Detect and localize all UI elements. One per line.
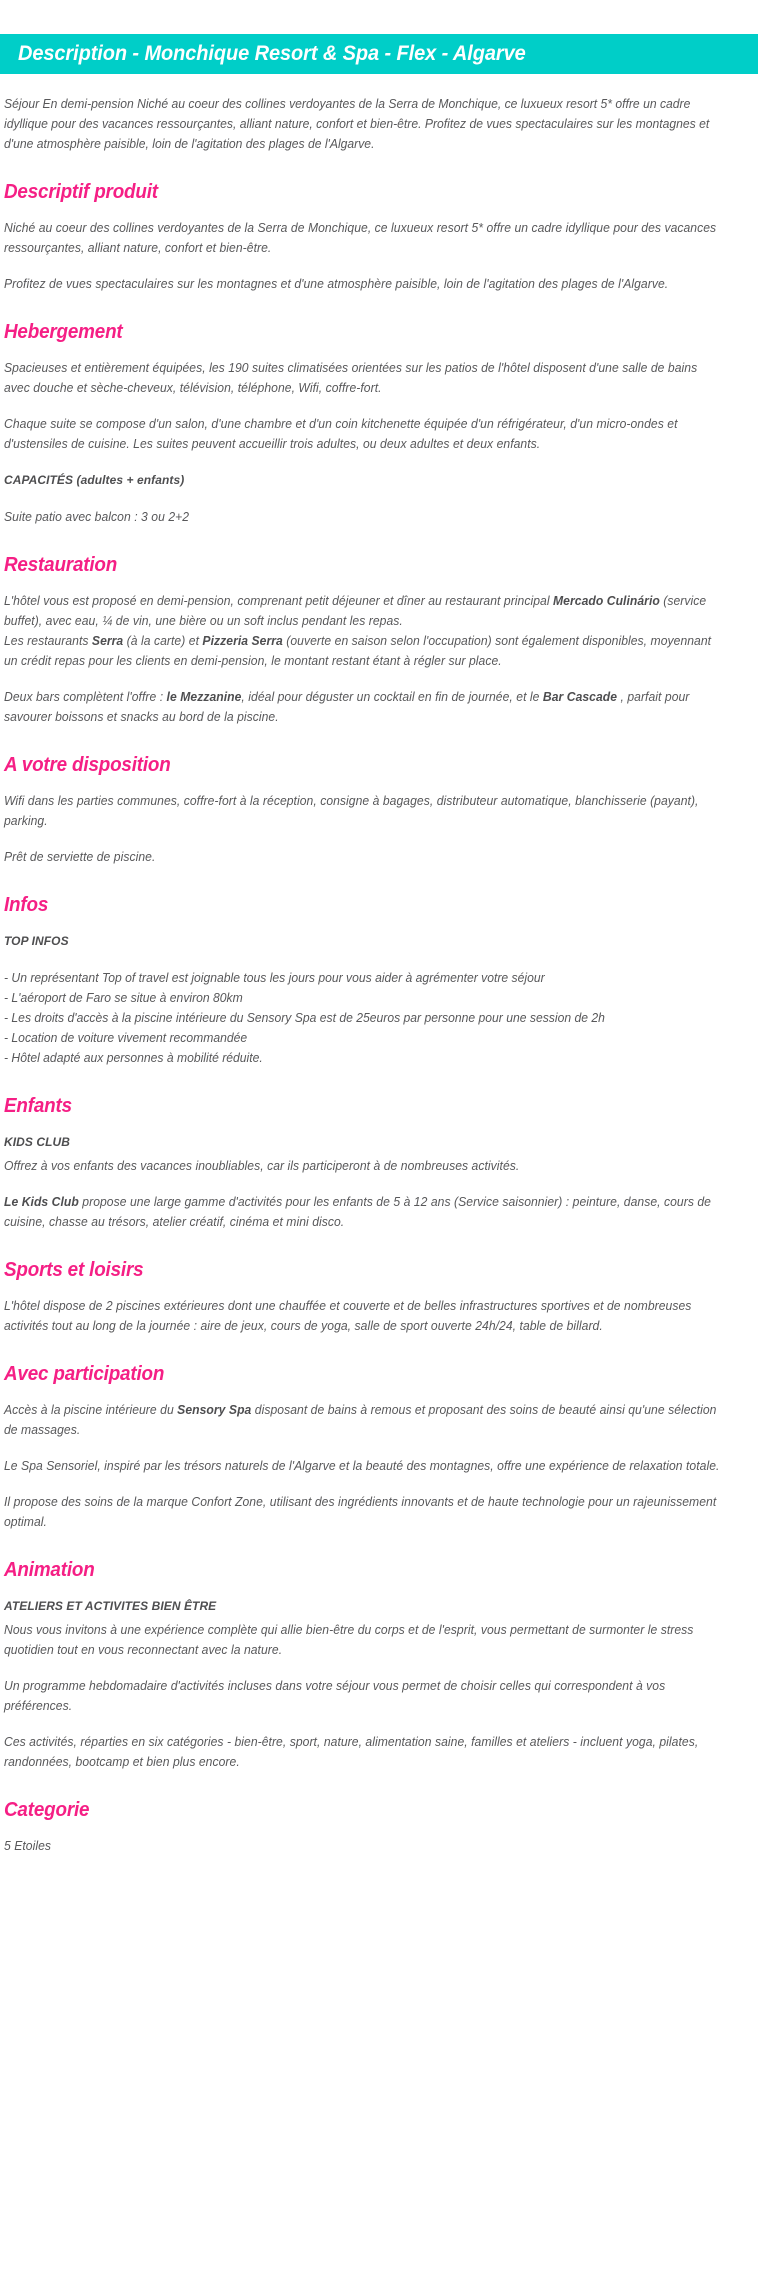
list-item: - Hôtel adapté aux personnes à mobilité réduite. — [4, 1051, 263, 1065]
disposition-paragraph-1: Wifi dans les parties communes, coffre-fort à la réception, consigne à bagages, distributeur automatique, blanchisserie (payant), parking. — [4, 794, 699, 828]
participation-p1-text-a: Accès à la piscine intérieure du — [4, 1403, 178, 1417]
section-header-categorie — [4, 1798, 750, 1822]
section-header-enfants — [4, 1094, 750, 1118]
descriptif-paragraph-2: Profitez de vues spectaculaires sur les montagnes et d'une atmosphère paisible, loin de l'agitation des plages de l'Algarve. — [4, 277, 669, 291]
kids-club-name: Le Kids Club — [4, 1195, 79, 1209]
section-title-enfants: Enfants — [4, 1094, 72, 1117]
section-header-participation — [4, 1362, 750, 1386]
descriptif-paragraph-1: Niché au coeur des collines verdoyantes de la Serra de Monchique, ce luxueux resort 5* offre un cadre idyllique pour des vacances ressourçantes, alliant nature, confort et bien-être. — [4, 221, 717, 255]
participation-paragraph-1 — [4, 1400, 724, 1440]
section-title-infos: Infos — [4, 893, 49, 916]
section-title-sports: Sports et loisirs — [4, 1258, 144, 1281]
page-title: Description - Monchique Resort & Spa - Flex - Algarve — [18, 41, 526, 65]
restauration-p2-text-e: (ouverte en saison selon l'occupation) sont également disponibles, moyennant un crédit repas pour les clients en demi-pension, le montant restant étant à régler sur place. — [4, 634, 712, 668]
restauration-p3-text-e: , parfait pour savourer boissons et snacks au bord de la piscine. — [4, 690, 690, 724]
participation-p1-text-c: disposant de bains à remous et proposant des soins de beauté ainsi qu'une sélection de massages. — [4, 1403, 717, 1437]
hebergement-paragraph-2: Chaque suite se compose d'un salon, d'une chambre et d'un coin kitchenette équipée d'un réfrigérateur, d'un micro-ondes et d'ustensiles de cuisine. Les suites peuvent accueillir trois adultes, ou deux adultes et deux enfants. — [4, 417, 678, 451]
top-spacer — [0, 0, 758, 34]
list-item: - Location de voiture vivement recommandée — [4, 1031, 248, 1045]
sensory-spa-name: Sensory Spa — [177, 1403, 252, 1417]
section-title-participation: Avec participation — [4, 1362, 165, 1385]
sports-paragraph-1: L'hôtel dispose de 2 piscines extérieures dont une chauffée et couverte et de belles infrastructures sportives et de nombreuses activités tout au long de la journée : aire de jeux, cours de yoga, salle de sport ouverte 24h/24, table de billard. — [4, 1299, 692, 1333]
section-header-descriptif — [4, 180, 750, 204]
bar-mezzanine: le Mezzanine — [166, 690, 242, 704]
restauration-p3-text-c: , idéal pour déguster un cocktail en fin de journée, et le — [241, 690, 543, 704]
section-title-descriptif: Descriptif produit — [4, 180, 158, 203]
list-item: - Les droits d'accès à la piscine intérieure du Sensory Spa est de 25euros par personne pour une session de 2h — [4, 1011, 605, 1025]
participation-paragraph-2: Le Spa Sensoriel, inspiré par les trésors naturels de l'Algarve et la beauté des montagnes, offre une expérience de relaxation totale. — [4, 1459, 720, 1473]
disposition-paragraph-2: Prêt de serviette de piscine. — [4, 850, 156, 864]
animation-paragraph-1: Nous vous invitons à une expérience complète qui allie bien-être du corps et de l'esprit, vous permettant de surmonter le stress quotidien tout en vous reconnectant avec la nature. — [4, 1623, 694, 1657]
restaurant-serra: Serra — [91, 634, 124, 648]
animation-paragraph-2: Un programme hebdomadaire d'activités incluses dans votre séjour vous permet de choisir celles qui correspondent à vos préférences. — [4, 1679, 666, 1713]
animation-subhead: ATELIERS ET ACTIVITES BIEN ÊTRE — [4, 1599, 217, 1613]
section-header-hebergement — [4, 320, 750, 344]
section-title-animation: Animation — [4, 1558, 95, 1581]
restauration-p3-text-a: Deux bars complètent l'offre : — [4, 690, 167, 704]
restauration-paragraph-3 — [4, 687, 724, 727]
page-title-bar — [0, 34, 758, 74]
hebergement-capacites-label: CAPACITÉS (adultes + enfants) — [4, 473, 185, 487]
section-header-animation — [4, 1558, 750, 1582]
enfants-paragraph-1: Offrez à vos enfants des vacances inoubliables, car ils participeront à de nombreuses activités. — [4, 1159, 520, 1173]
bar-cascade: Bar Cascade — [542, 690, 618, 704]
participation-paragraph-3: Il propose des soins de la marque Confort Zone, utilisant des ingrédients innovants et de haute technologie pour un rajeunissement optimal. — [4, 1495, 717, 1529]
list-item: - L'aéroport de Faro se situe à environ 80km — [4, 991, 243, 1005]
restauration-paragraph-1 — [4, 591, 724, 631]
restauration-p2-text-a: Les restaurants — [4, 634, 92, 648]
intro-paragraph: Séjour En demi-pension Niché au coeur des collines verdoyantes de la Serra de Monchique, ce luxueux resort 5* offre un cadre idyllique pour des vacances ressourçantes, alliant nature, confort et bien-être. Profitez de vues spectaculaires sur les montagnes et d'une atmosphère paisible, loin de l'agitation des plages de l'Algarve. — [4, 97, 710, 151]
list-item: - Un représentant Top of travel est joignable tous les jours pour vous aider à agrémenter votre séjour — [4, 971, 545, 985]
hebergement-capacites-value: Suite patio avec balcon : 3 ou 2+2 — [4, 510, 190, 524]
description-content — [0, 94, 758, 1856]
restauration-p1-text-c: (service buffet), avec eau, ¼ de vin, une bière ou un soft inclus pendant les repas. — [4, 594, 707, 628]
section-header-disposition — [4, 753, 750, 777]
hebergement-paragraph-1: Spacieuses et entièrement équipées, les 190 suites climatisées orientées sur les patios de l'hôtel disposent d'une salle de bains avec douche et sèche-cheveux, télévision, téléphone, Wifi, coffre-fort. — [4, 361, 698, 395]
restauration-paragraph-2 — [4, 631, 724, 671]
section-header-infos — [4, 893, 750, 917]
section-header-sports — [4, 1258, 750, 1282]
enfants-paragraph-2 — [4, 1192, 724, 1232]
restaurant-pizzeria-serra: Pizzeria Serra — [202, 634, 283, 648]
enfants-p2-text-b: propose une large gamme d'activités pour les enfants de 5 à 12 ans (Service saisonnier) : peinture, danse, cours de cuisine, chasse au trésors, atelier créatif, cinéma et mini disco. — [4, 1195, 711, 1229]
categorie-value: 5 Etoiles — [4, 1839, 52, 1853]
animation-paragraph-3: Ces activités, réparties en six catégories - bien-être, sport, nature, alimentation saine, familles et ateliers - incluent yoga, pilates, randonnées, bootcamp et bien plus encore. — [4, 1735, 699, 1769]
section-title-restauration: Restauration — [4, 553, 118, 576]
restauration-p1-text-a: L'hôtel vous est proposé en demi-pension, comprenant petit déjeuner et dîner au restaurant principal — [4, 594, 554, 608]
section-title-categorie: Categorie — [4, 1798, 90, 1821]
infos-subhead: TOP INFOS — [4, 934, 69, 948]
section-title-disposition: A votre disposition — [4, 753, 171, 776]
section-header-restauration — [4, 553, 750, 577]
restauration-p2-text-c: (à la carte) et — [123, 634, 203, 648]
section-title-hebergement: Hebergement — [4, 320, 123, 343]
restauration-restaurant-principal: Mercado Culinário — [553, 594, 660, 608]
enfants-subhead: KIDS CLUB — [4, 1135, 70, 1149]
infos-list — [4, 968, 750, 1068]
